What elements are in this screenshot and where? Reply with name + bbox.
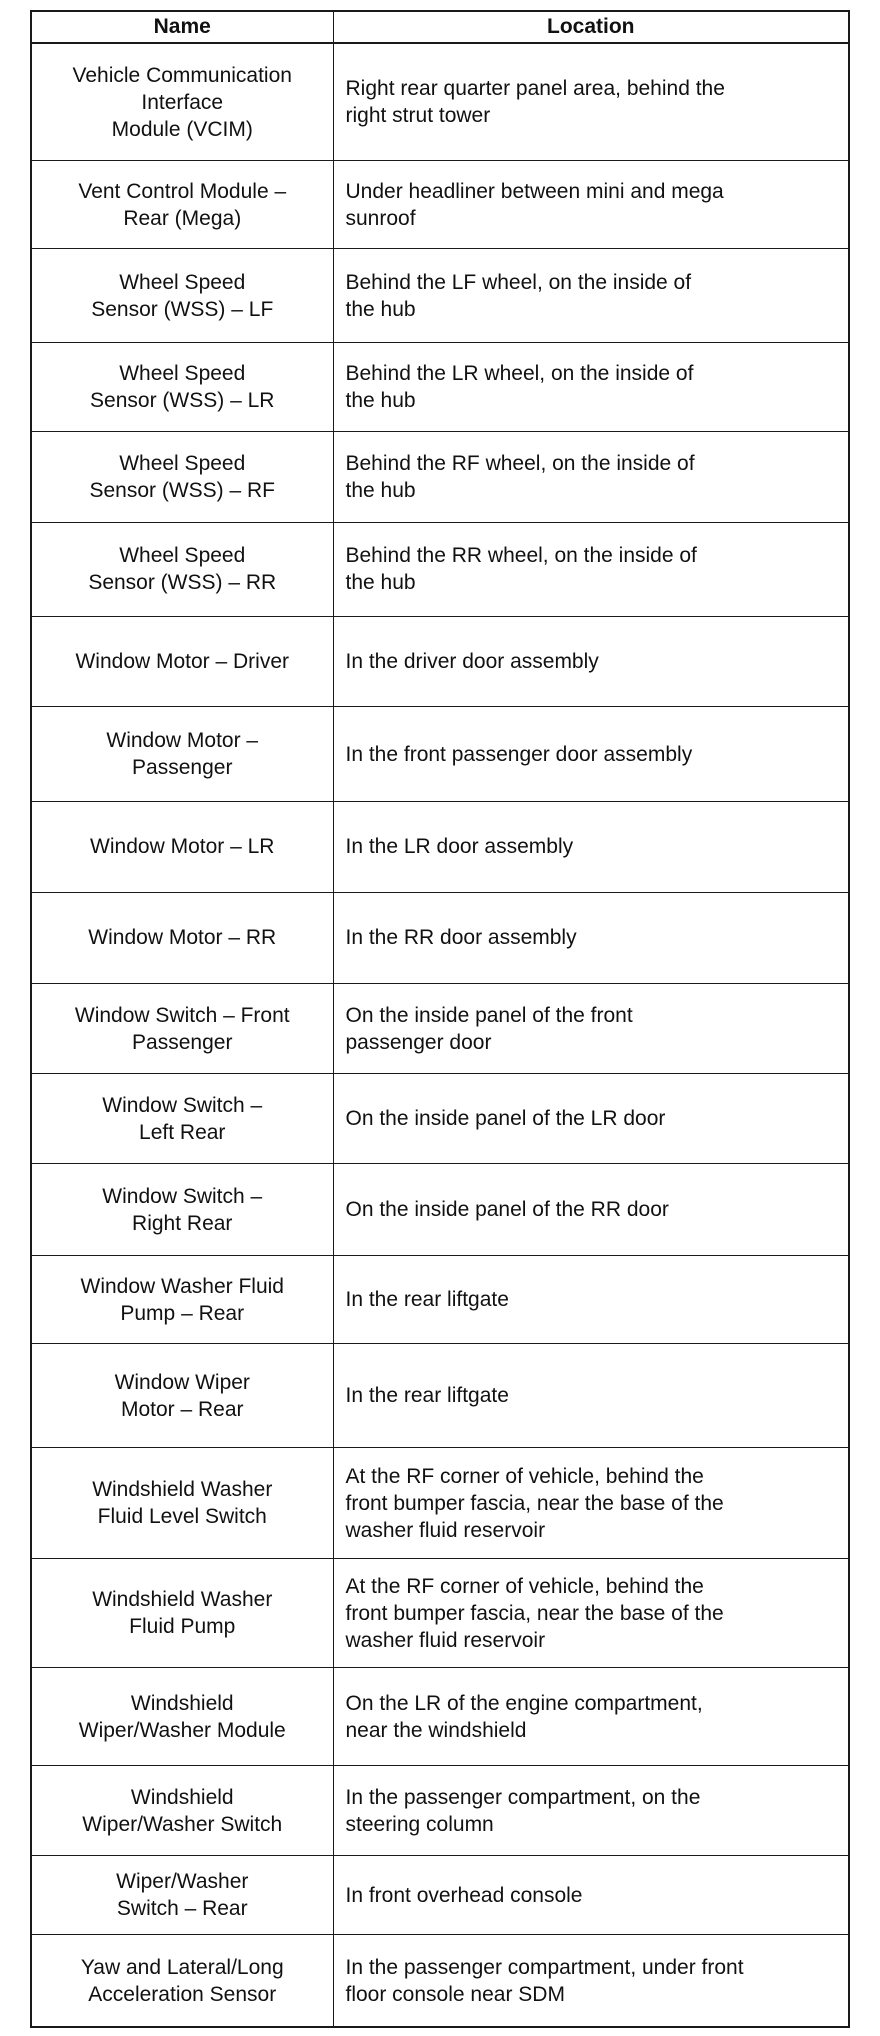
component-location: In the front passenger door assembly xyxy=(345,742,693,766)
cell-location xyxy=(333,1667,849,1765)
header-location: Location xyxy=(333,11,849,43)
component-location: In the rear liftgate xyxy=(345,1384,509,1408)
component-name: Window Switch – Right Rear xyxy=(102,1184,263,1235)
component-location: On the inside panel of the RR door xyxy=(345,1198,669,1221)
table-row xyxy=(31,801,849,892)
cell-name xyxy=(31,1559,333,1668)
cell-location xyxy=(333,801,849,892)
table-row xyxy=(31,892,849,983)
table-row xyxy=(31,1344,849,1448)
cell-name xyxy=(31,1344,333,1448)
component-name: Wheel Speed Sensor (WSS) – LF xyxy=(91,270,274,321)
cell-name xyxy=(31,161,333,249)
component-name: Windshield Wiper/Washer Module xyxy=(78,1691,286,1742)
cell-name xyxy=(31,983,333,1074)
table-row xyxy=(31,983,849,1074)
component-name: Window Wiper Motor – Rear xyxy=(114,1370,250,1421)
component-name: Windshield Washer Fluid Level Switch xyxy=(92,1478,273,1529)
cell-location xyxy=(333,1344,849,1448)
cell-name xyxy=(31,801,333,892)
component-location: In the passenger compartment, on the steering column xyxy=(345,1785,701,1836)
component-name: Window Motor – RR xyxy=(88,926,277,950)
table-row xyxy=(31,1559,849,1668)
component-location: On the inside panel of the front passenger door xyxy=(345,1003,633,1054)
cell-location xyxy=(333,1559,849,1668)
cell-name xyxy=(31,523,333,616)
component-name: Vehicle Communication Interface Module (VCIM) xyxy=(72,63,292,141)
table-row xyxy=(31,616,849,707)
table-row xyxy=(31,432,849,523)
table-row xyxy=(31,1163,849,1255)
cell-name xyxy=(31,1667,333,1765)
cell-name xyxy=(31,1935,333,2027)
component-name: Window Switch – Front Passenger xyxy=(74,1003,290,1054)
cell-name xyxy=(31,342,333,432)
cell-name xyxy=(31,1163,333,1255)
component-location: Under headliner between mini and mega sunroof xyxy=(345,179,724,230)
cell-location xyxy=(333,892,849,983)
cell-name xyxy=(31,707,333,802)
cell-location xyxy=(333,342,849,432)
component-name: Window Motor – Passenger xyxy=(106,729,259,780)
component-location: On the LR of the engine compartment, near the windshield xyxy=(345,1691,703,1742)
component-name: Windshield Wiper/Washer Switch xyxy=(82,1785,283,1836)
table-row xyxy=(31,1855,849,1934)
component-location: Behind the RF wheel, on the inside of the hub xyxy=(345,452,695,503)
cell-location xyxy=(333,707,849,802)
table-row xyxy=(31,1256,849,1344)
cell-name xyxy=(31,432,333,523)
cell-location xyxy=(333,983,849,1074)
cell-location xyxy=(333,249,849,342)
header-row xyxy=(31,11,849,43)
cell-location xyxy=(333,616,849,707)
component-location: At the RF corner of vehicle, behind the front bumper fascia, near the base of the washer fluid reservoir xyxy=(345,1464,724,1542)
component-location: Behind the LR wheel, on the inside of the hub xyxy=(345,362,694,413)
component-name: Wheel Speed Sensor (WSS) – LR xyxy=(90,362,275,413)
cell-name xyxy=(31,1256,333,1344)
component-location: Behind the RR wheel, on the inside of the hub xyxy=(345,544,697,595)
cell-location xyxy=(333,523,849,616)
cell-name xyxy=(31,1447,333,1558)
cell-name xyxy=(31,616,333,707)
component-name: Windshield Washer Fluid Pump xyxy=(92,1588,273,1639)
component-name: Window Switch – Left Rear xyxy=(102,1093,263,1144)
component-location: In the passenger compartment, under front floor console near SDM xyxy=(345,1955,744,2006)
component-location: Behind the LF wheel, on the inside of the hub xyxy=(345,270,692,321)
table-row xyxy=(31,1447,849,1558)
cell-location xyxy=(333,432,849,523)
component-name: Window Washer Fluid Pump – Rear xyxy=(80,1274,284,1325)
component-name: Window Motor – LR xyxy=(90,835,275,859)
cell-location xyxy=(333,1766,849,1856)
cell-name xyxy=(31,1855,333,1934)
component-location: In front overhead console xyxy=(345,1883,583,1907)
cell-location xyxy=(333,1074,849,1164)
cell-location xyxy=(333,1447,849,1558)
component-location: Right rear quarter panel area, behind the right strut tower xyxy=(345,77,725,128)
cell-name xyxy=(31,43,333,161)
cell-location xyxy=(333,1163,849,1255)
component-name: Wheel Speed Sensor (WSS) – RF xyxy=(89,452,276,503)
cell-name xyxy=(31,1074,333,1164)
cell-location xyxy=(333,1855,849,1934)
component-location: In the driver door assembly xyxy=(345,649,599,673)
table-row xyxy=(31,1667,849,1765)
table-body xyxy=(31,43,849,2027)
cell-name xyxy=(31,249,333,342)
component-location: At the RF corner of vehicle, behind the front bumper fascia, near the base of the washer fluid reservoir xyxy=(345,1574,724,1652)
cell-location xyxy=(333,1256,849,1344)
cell-name xyxy=(31,892,333,983)
component-name: Wheel Speed Sensor (WSS) – RR xyxy=(88,544,277,595)
component-location: In the LR door assembly xyxy=(345,835,574,859)
table-row xyxy=(31,523,849,616)
header-name: Name xyxy=(31,11,333,43)
table-row xyxy=(31,1935,849,2027)
cell-location xyxy=(333,43,849,161)
cell-name xyxy=(31,1766,333,1856)
component-location: On the inside panel of the LR door xyxy=(345,1107,666,1131)
table-row xyxy=(31,43,849,161)
component-location: In the RR door assembly xyxy=(345,926,577,950)
component-name: Vent Control Module – Rear (Mega) xyxy=(78,179,287,230)
component-name: Window Motor – Driver xyxy=(75,649,290,673)
table-row xyxy=(31,342,849,432)
component-name: Wiper/Washer Switch – Rear xyxy=(116,1870,249,1921)
component-location-table xyxy=(30,10,850,2028)
cell-location xyxy=(333,161,849,249)
table-row xyxy=(31,707,849,802)
component-name: Yaw and Lateral/Long Acceleration Sensor xyxy=(80,1955,284,2006)
table-row xyxy=(31,249,849,342)
table-header xyxy=(31,11,849,43)
cell-location xyxy=(333,1935,849,2027)
table-row xyxy=(31,1074,849,1164)
table-row xyxy=(31,161,849,249)
component-location: In the rear liftgate xyxy=(345,1288,509,1312)
table-row xyxy=(31,1766,849,1856)
